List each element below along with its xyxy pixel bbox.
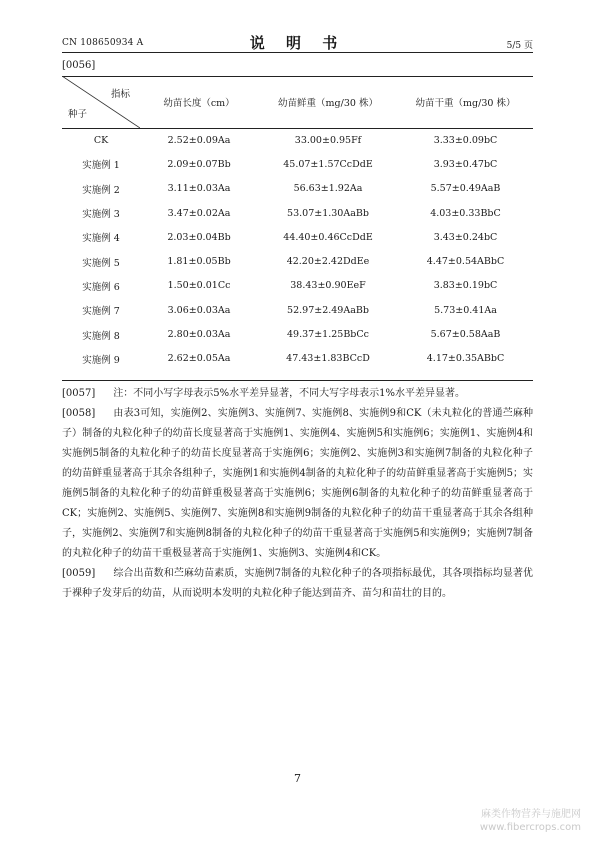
- cell-seedling-length: 1.81±0.05Bb: [167, 256, 231, 268]
- cell-fresh-weight: 42.20±2.42DdEe: [286, 256, 370, 268]
- paragraph-tag: [0057]: [62, 388, 96, 399]
- cell-dry-weight: 3.43±0.24bC: [433, 231, 498, 243]
- table-row: [62, 322, 533, 346]
- page-indicator: 5/5 页: [506, 41, 533, 51]
- diagonal-line: [62, 76, 140, 128]
- table-row: [62, 177, 533, 201]
- paragraph-0057: [62, 384, 533, 404]
- corner-cell: [62, 76, 140, 128]
- row-label: 实施例 6: [82, 281, 120, 293]
- paragraph-tag: [0058]: [62, 408, 96, 419]
- page-header: [62, 36, 533, 52]
- paragraph-text: 注：不同小写字母表示5%水平差异显著，不同大写字母表示1%水平差异显著。: [113, 388, 465, 399]
- cell-seedling-length: 2.52±0.09Aa: [167, 134, 231, 146]
- table-row: [62, 128, 533, 152]
- watermark-title: 麻类作物营养与施肥网: [481, 809, 581, 820]
- site-watermark: [480, 808, 581, 834]
- cell-seedling-length: 2.03±0.04Bb: [167, 231, 231, 243]
- cell-seedling-length: 2.09±0.07Bb: [167, 158, 231, 170]
- cell-fresh-weight: 52.97±2.49AaBb: [287, 304, 369, 316]
- table-bottom-rule: [62, 380, 533, 381]
- paragraph-tag: [0059]: [62, 568, 96, 579]
- row-label: 实施例 1: [82, 160, 120, 172]
- cell-fresh-weight: 44.40±0.46CcDdE: [283, 231, 373, 243]
- row-label: 实施例 3: [82, 209, 120, 221]
- table-row: [62, 249, 533, 273]
- cell-fresh-weight: 56.63±1.92Aa: [293, 183, 363, 195]
- cell-seedling-length: 1.50±0.01Cc: [167, 280, 231, 292]
- cell-seedling-length: 3.06±0.03Aa: [167, 304, 231, 316]
- paragraph-0058: [62, 404, 533, 564]
- cell-dry-weight: 4.47±0.54ABbC: [426, 256, 505, 268]
- cell-dry-weight: 4.17±0.35ABbC: [426, 353, 505, 365]
- paragraph-tag-0056: [0056]: [62, 60, 96, 71]
- document-title: 说 明 书: [249, 34, 346, 52]
- cell-seedling-length: 2.62±0.05Aa: [167, 353, 231, 365]
- table-row: [62, 347, 533, 371]
- table-header-row: [62, 76, 533, 128]
- cell-dry-weight: 3.93±0.47bC: [433, 158, 498, 170]
- table-row: [62, 201, 533, 225]
- row-label: 实施例 5: [82, 257, 120, 269]
- paragraph-0059: [62, 564, 533, 604]
- watermark-url: www.fibercrops.com: [479, 822, 581, 833]
- cell-fresh-weight: 49.37±1.25BbCc: [287, 329, 369, 341]
- page-number: 7: [294, 772, 301, 785]
- seedling-table: [62, 76, 533, 371]
- row-label: 实施例 7: [82, 306, 120, 318]
- paragraph-text: 由表3可知，实施例2、实施例3、实施例7、实施例8、实施例9和CK（未丸粒化的普通苎麻种子）制备的丸粒化种子的幼苗长度显著高于实施例1、实施例4、实施例5和实施例6；实施例1、实施例4和实施例5制备的丸粒化种子的幼苗长度显著高于实施例6；实施例2、实施例3和实施例7制备的丸粒化种子的幼苗鲜重显著高于其余各组种子，实施例1和实施例4制备的丸粒化种子的幼苗鲜重显著高于实施例5；实施例5制备的丸粒化种子的幼苗鲜重极显著高于实施例6；实施例6制备的丸粒化种子的幼苗鲜重显著高于CK；实施例2、实施例5、实施例7、实施例8和实施例9制备的丸粒化种子的幼苗干重显著高于其余各组种子，实施例2、实施例7和实施例8制备的丸粒化种子的幼苗干重显著高于实施例5和实施例9；实施例7制备的丸粒化种子的幼苗干重极显著高于实施例1、实施例3、实施例4和CK。: [62, 408, 533, 559]
- cell-fresh-weight: 47.43±1.83BCcD: [286, 353, 370, 365]
- cell-fresh-weight: 38.43±0.90EeF: [290, 280, 366, 292]
- cell-seedling-length: 2.80±0.03Aa: [167, 329, 231, 341]
- cell-fresh-weight: 45.07±1.57CcDdE: [283, 158, 373, 170]
- cell-dry-weight: 4.03±0.33BbC: [430, 207, 501, 219]
- cell-dry-weight: 5.57±0.49AaB: [430, 183, 501, 195]
- corner-label-seed: 种子: [68, 109, 88, 120]
- table-row: [62, 152, 533, 176]
- cell-dry-weight: 5.67±0.58AaB: [430, 329, 501, 341]
- row-label: CK: [93, 134, 109, 146]
- cell-dry-weight: 3.33±0.09bC: [433, 134, 498, 146]
- row-label: 实施例 8: [82, 330, 120, 342]
- column-header: 幼苗长度（cm）: [163, 98, 235, 109]
- cell-fresh-weight: 33.00±0.95Ff: [294, 134, 362, 146]
- cell-dry-weight: 5.73±0.41Aa: [434, 304, 497, 316]
- column-header: 幼苗干重（mg/30 株）: [415, 98, 516, 109]
- paragraph-text: 综合出苗数和苎麻幼苗素质，实施例7制备的丸粒化种子的各项指标最优，其各项指标均显著优于裸种子发芽后的幼苗，从而说明本发明的丸粒化种子能达到苗齐、苗匀和苗壮的目的。: [62, 568, 533, 599]
- patent-number: CN 108650934 A: [62, 38, 144, 48]
- cell-fresh-weight: 53.07±1.30AaBb: [287, 207, 369, 219]
- row-label: 实施例 4: [82, 233, 120, 245]
- row-label: 实施例 9: [82, 354, 120, 366]
- table-row: [62, 298, 533, 322]
- corner-label-indicator: 指标: [110, 89, 130, 100]
- cell-dry-weight: 3.83±0.19bC: [433, 280, 498, 292]
- table-row: [62, 274, 533, 298]
- header-rule: [62, 52, 533, 53]
- table-row: [62, 225, 533, 249]
- column-header: 幼苗鲜重（mg/30 株）: [278, 98, 378, 109]
- cell-seedling-length: 3.47±0.02Aa: [167, 207, 231, 219]
- row-label: 实施例 2: [82, 184, 120, 196]
- cell-seedling-length: 3.11±0.03Aa: [167, 183, 231, 195]
